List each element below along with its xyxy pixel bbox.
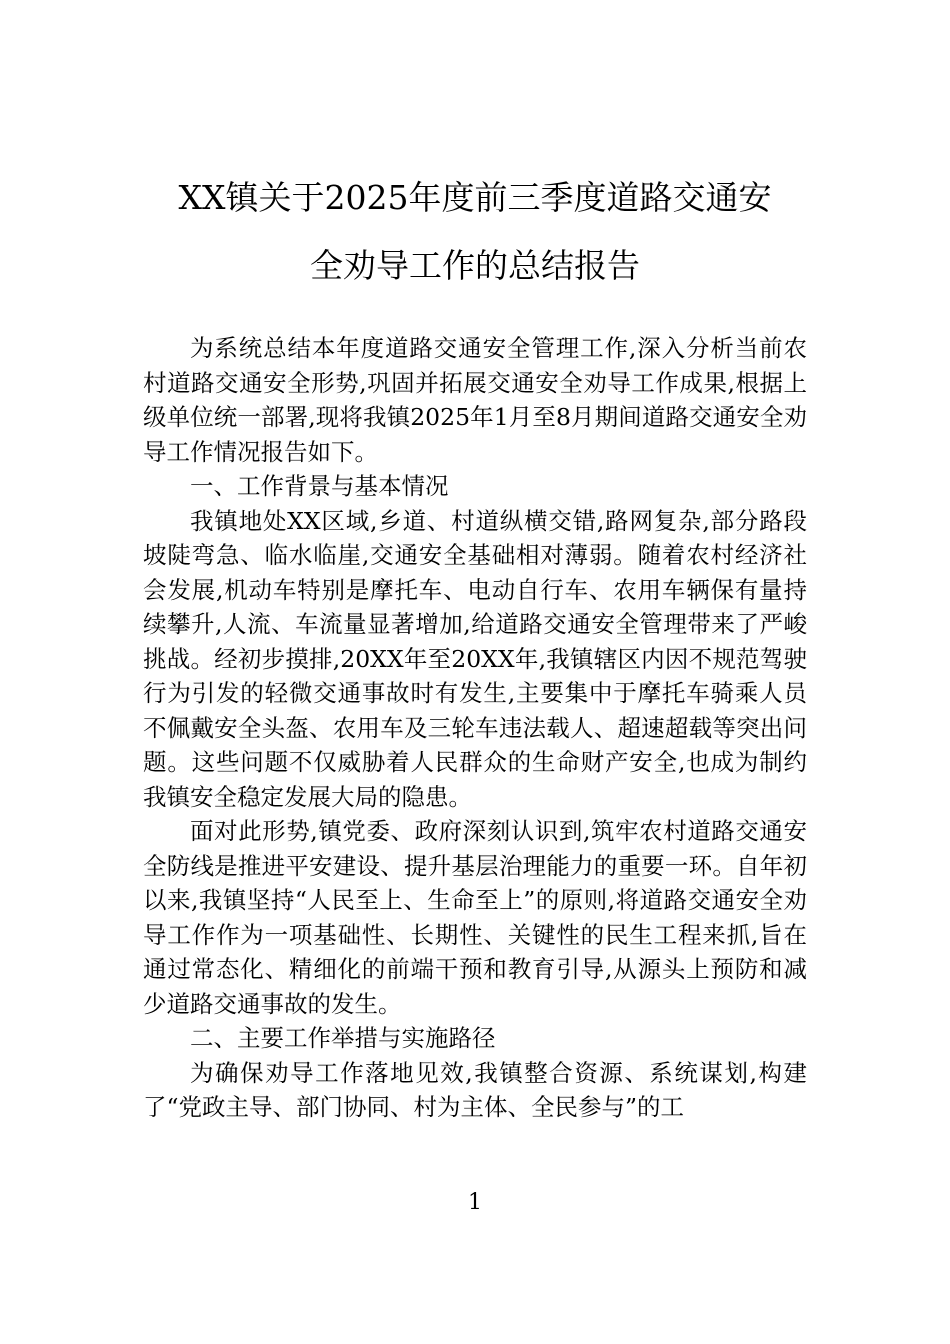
measures-paragraph-1: 为确保劝导工作落地见效,我镇整合资源、系统谋划,构建了“党政主导、部门协同、村为主体、全民参与”的工 [143,1058,807,1121]
section-heading-1: 一、工作背景与基本情况 [190,472,449,500]
intro-paragraph: 为系统总结本年度道路交通安全管理工作,深入分析当前农村道路交通安全形势,巩固并拓展交通安全劝导工作成果,根据上级单位统一部署,现将我镇2025年1月至8月期间道路交通安全劝导工作情况报告如下。 [143,334,807,466]
document-title-line-2: 全劝导工作的总结报告 [310,246,640,285]
section-heading-2: 二、主要工作举措与实施路径 [190,1024,496,1052]
document-title-line-1: XX镇关于2025年度前三季度道路交通安 [178,178,772,217]
background-paragraph-1: 我镇地处XX区域,乡道、村道纵横交错,路网复杂,部分路段坡陡弯急、临水临崖,交通安全基础相对薄弱。随着农村经济社会发展,机动车特别是摩托车、电动自行车、农用车辆保有量持续攀升,人流、车流量显著增加,给道路交通安全管理带来了严峻挑战。经初步摸排,20XX年至20XX年,我镇辖区内因不规范驾驶行为引发的轻微交通事故时有发生,主要集中于摩托车骑乘人员不佩戴安全头盔、农用车及三轮车违法载人、超速超载等突出问题。这些问题不仅威胁着人民群众的生命财产安全,也成为制约我镇安全稳定发展大局的隐患。 [143,506,807,811]
page-number: 1 [468,1190,482,1215]
document-body [143,331,807,1125]
background-paragraph-2: 面对此形势,镇党委、政府深刻认识到,筑牢农村道路交通安全防线是推进平安建设、提升基层治理能力的重要一环。自年初以来,我镇坚持“人民至上、生命至上”的原则,将道路交通安全劝导工作作为一项基础性、长期性、关键性的民生工程来抓,旨在通过常态化、精细化的前端干预和教育引导,从源头上预防和减少道路交通事故的发生。 [143,817,807,1018]
